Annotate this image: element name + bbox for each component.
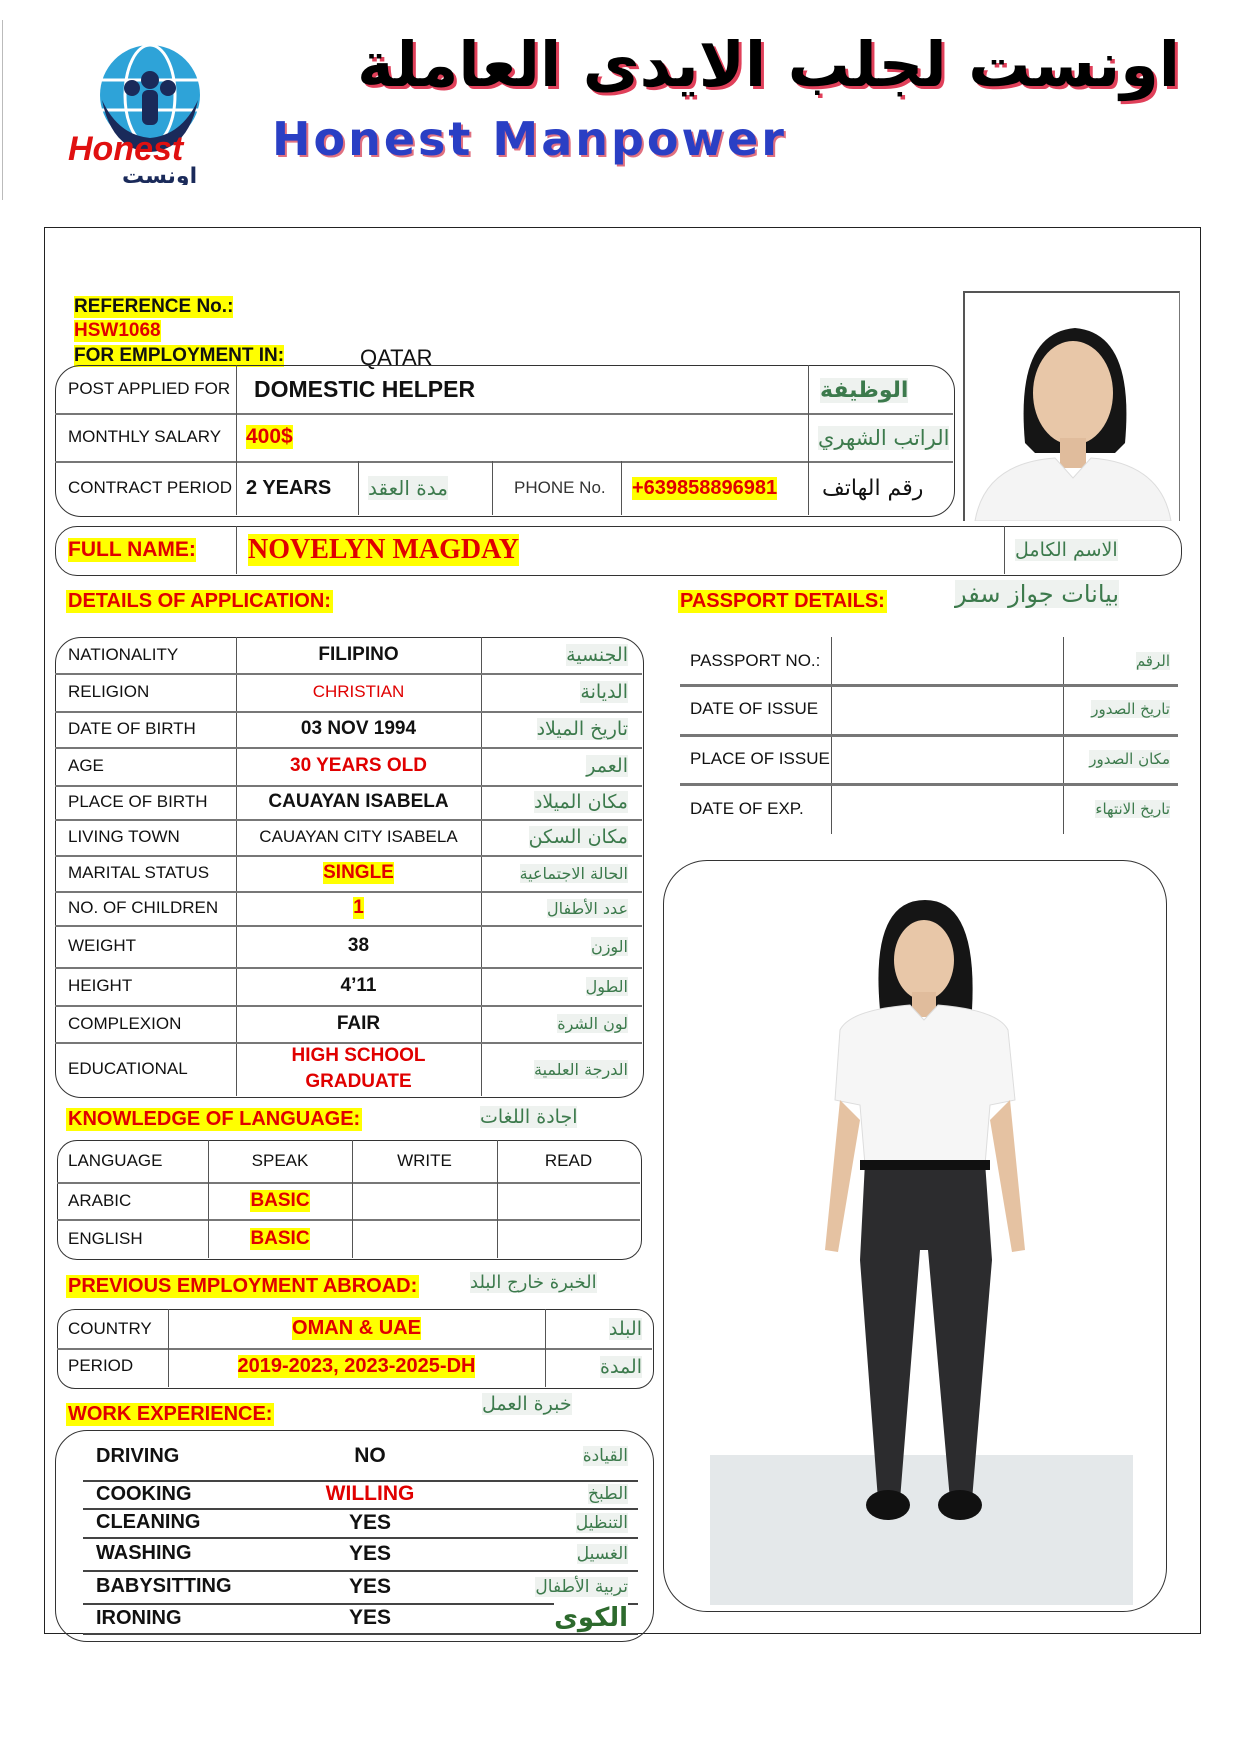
- details-label: RELIGION: [68, 682, 150, 701]
- full-name-label: FULL NAME:: [68, 538, 196, 561]
- details-value: 03 NOV 1994: [300, 718, 417, 739]
- language-title-arabic: اجادة اللغات: [480, 1106, 578, 1128]
- full-name-value: NOVELYN MAGDAY: [248, 534, 519, 565]
- country-arabic: البلد: [608, 1318, 642, 1340]
- passport-value: [840, 734, 1055, 783]
- work-label: CLEANING: [96, 1511, 201, 1533]
- details-label: HEIGHT: [68, 976, 133, 995]
- phone-label: PHONE No.: [514, 478, 606, 497]
- header-arabic-title: اونست لجلب الايدى العاملة: [357, 28, 1180, 101]
- work-value: YES: [348, 1541, 392, 1565]
- period-value: 2019-2023, 2023-2025-DH: [237, 1354, 476, 1377]
- details-arabic: مكان السكن: [528, 826, 628, 848]
- work-value: YES: [348, 1606, 392, 1629]
- details-label: NO. OF CHILDREN: [68, 898, 219, 917]
- details-arabic: عدد الأطفال: [546, 898, 628, 918]
- work-title: WORK EXPERIENCE:: [68, 1403, 273, 1425]
- passport-value: [840, 637, 1055, 684]
- language-name: ARABIC: [68, 1190, 132, 1210]
- language-speak: BASIC: [250, 1189, 310, 1211]
- details-arabic: الطول: [585, 976, 628, 996]
- salary-label: MONTHLY SALARY: [68, 427, 222, 446]
- passport-label: DATE OF ISSUE: [690, 699, 819, 718]
- period-label: PERIOD: [68, 1356, 134, 1375]
- salary-arabic: الراتب الشهري: [818, 426, 950, 450]
- details-value: CAUAYAN ISABELA: [268, 791, 449, 812]
- work-label: BABYSITTING: [96, 1575, 232, 1597]
- portrait-photo: [963, 291, 1180, 521]
- employment-label: FOR EMPLOYMENT IN:: [74, 345, 285, 366]
- details-label: DATE OF BIRTH: [68, 719, 196, 738]
- passport-arabic: تاريخ الانتهاء: [1095, 799, 1170, 818]
- work-arabic: الغسيل: [576, 1543, 628, 1564]
- divider: [621, 461, 622, 515]
- divider: [1004, 526, 1005, 574]
- employment-value: QATAR: [360, 345, 433, 370]
- full-name-arabic: الاسم الكامل: [1015, 539, 1118, 561]
- details-arabic: العمر: [586, 755, 628, 777]
- details-label: MARITAL STATUS: [68, 863, 210, 882]
- details-label: NATIONALITY: [68, 645, 179, 664]
- work-arabic: التنظيل: [575, 1512, 628, 1533]
- details-value: 38: [347, 935, 370, 956]
- passport-label: PASSPORT NO.:: [690, 650, 821, 670]
- passport-arabic: الرقم: [1135, 651, 1170, 670]
- margin-line: [2, 20, 3, 200]
- divider: [236, 365, 237, 515]
- details-arabic: تاريخ الميلاد: [536, 718, 628, 740]
- details-label: COMPLEXION: [68, 1013, 182, 1033]
- passport-title: PASSPORT DETAILS:: [680, 590, 885, 612]
- details-arabic: الدرجة العلمية: [534, 1059, 628, 1079]
- svg-text:اونست: اونست: [122, 164, 198, 185]
- divider: [492, 461, 493, 515]
- language-header: LANGUAGE: [68, 1151, 163, 1170]
- details-value: FAIR: [336, 1012, 381, 1034]
- divider: [481, 637, 482, 1096]
- contract-value: 2 YEARS: [246, 476, 332, 499]
- country-value: OMAN & UAE: [292, 1317, 421, 1339]
- work-arabic: القيادة: [582, 1446, 628, 1466]
- language-header: SPEAK: [251, 1151, 309, 1170]
- previous-title: PREVIOUS EMPLOYMENT ABROAD:: [68, 1275, 418, 1297]
- passport-label: PLACE OF ISSUE: [690, 748, 830, 768]
- work-label: WASHING: [96, 1542, 192, 1564]
- divider: [236, 526, 237, 574]
- work-value: WILLING: [325, 1482, 415, 1505]
- svg-text:Honest: Honest: [68, 130, 184, 168]
- details-value: 1: [353, 897, 364, 918]
- contract-arabic: مدة العقد: [368, 476, 448, 500]
- reference-value: HSW1068: [74, 320, 161, 341]
- details-value: HIGH SCHOOL GRADUATE: [291, 1045, 426, 1092]
- details-arabic: الجنسية: [566, 644, 628, 666]
- work-value: YES: [348, 1574, 392, 1598]
- phone-arabic: رقم الهاتف: [822, 475, 924, 501]
- post-value: DOMESTIC HELPER: [254, 375, 476, 402]
- full-name-row: [55, 526, 1182, 576]
- contract-label: CONTRACT PERIOD: [68, 478, 233, 497]
- language-speak: BASIC: [250, 1227, 310, 1249]
- passport-arabic: مكان الصدور: [1089, 749, 1170, 768]
- post-label: POST APPLIED FOR: [68, 379, 231, 398]
- details-label: LIVING TOWN: [68, 827, 180, 846]
- work-title-arabic: خبرة العمل: [482, 1393, 572, 1415]
- details-value: 4’11: [340, 975, 377, 996]
- passport-value: [840, 684, 1055, 734]
- country-label: COUNTRY: [68, 1318, 152, 1338]
- details-value: CHRISTIAN: [312, 682, 405, 701]
- work-label: DRIVING: [96, 1444, 180, 1467]
- previous-title-arabic: الخبرة خارج البلد: [470, 1272, 597, 1293]
- language-header: READ: [544, 1151, 593, 1170]
- details-label: AGE: [68, 756, 104, 775]
- passport-label: DATE OF EXP.: [690, 798, 804, 818]
- company-logo: [62, 40, 232, 185]
- work-value: YES: [348, 1510, 392, 1534]
- language-name: ENGLISH: [68, 1228, 143, 1248]
- post-arabic: الوظيفة: [820, 377, 909, 403]
- passport-arabic: تاريخ الصدور: [1091, 700, 1170, 718]
- details-arabic: مكان الميلاد: [533, 791, 628, 813]
- details-arabic: لون الشرة: [557, 1014, 628, 1033]
- details-arabic: الحالة الاجتماعية: [519, 863, 628, 883]
- work-label: IRONING: [96, 1606, 182, 1629]
- details-label: WEIGHT: [68, 936, 136, 955]
- details-value: FILIPINO: [318, 644, 399, 665]
- work-label: COOKING: [96, 1482, 192, 1505]
- divider: [545, 1309, 546, 1387]
- work-arabic: الكوى: [554, 1603, 628, 1633]
- divider: [808, 365, 809, 515]
- salary-value: 400$: [246, 425, 293, 448]
- reference-label: REFERENCE No.:: [74, 296, 234, 317]
- phone-value: +639858896981: [632, 476, 778, 499]
- details-label: PLACE OF BIRTH: [68, 792, 208, 811]
- details-value: SINGLE: [323, 862, 394, 883]
- header-english-title: Honest Manpower: [272, 112, 787, 166]
- passport-title-arabic: بيانات جواز سفر: [955, 580, 1120, 608]
- passport-value: [840, 783, 1055, 834]
- work-arabic: الطبخ: [588, 1484, 628, 1504]
- details-title: DETAILS OF APPLICATION:: [68, 590, 331, 612]
- details-arabic: الديانة: [580, 681, 628, 703]
- language-title: KNOWLEDGE OF LANGUAGE:: [68, 1108, 361, 1130]
- full-body-photo: [710, 880, 1133, 1605]
- work-arabic: تربية الأطفال: [535, 1576, 628, 1597]
- details-label: EDUCATIONAL: [68, 1059, 188, 1078]
- details-value: 30 YEARS OLD: [290, 755, 427, 776]
- details-value: CAUAYAN CITY ISABELA: [259, 827, 458, 846]
- divider: [358, 461, 359, 515]
- language-header: WRITE: [397, 1151, 452, 1170]
- period-arabic: المدة: [600, 1356, 642, 1378]
- divider: [83, 1633, 638, 1635]
- details-arabic: الوزن: [590, 936, 628, 956]
- work-value: NO: [354, 1444, 386, 1467]
